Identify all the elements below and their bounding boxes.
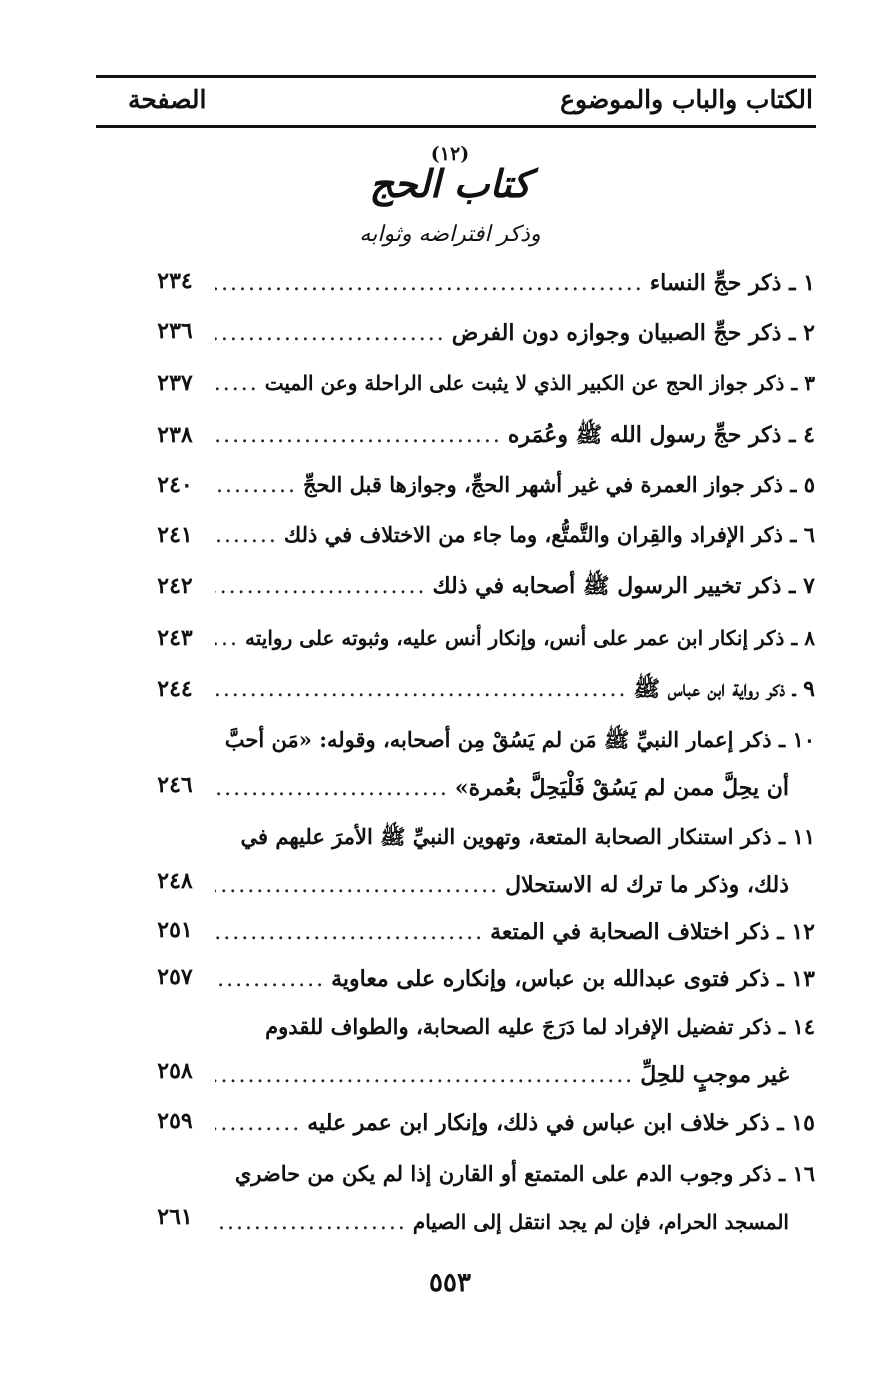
entry-text: ١٢ ـ ذكر اختلاف الصحابة في المتعة — [490, 919, 815, 945]
entry-text: ١٦ ـ ذكر وجوب الدم على المتمتع أو القارن إذا لم يكن من حاضري — [234, 1161, 815, 1186]
entry-text: ٥ ـ ذكر جواز العمرة في غير أشهر الحجِّ، وجوازها قبل الحجِّ — [303, 472, 815, 497]
leader-dots — [215, 572, 426, 602]
leader-dots — [215, 1208, 407, 1238]
toc-entry — [215, 318, 815, 349]
entry-page-number: ٢٣٤ — [157, 268, 193, 294]
toc-entry — [215, 964, 815, 995]
toc-entry — [215, 1108, 815, 1139]
entry-text: ١٠ ـ ذكر إعمار النبيِّ ﷺ مَن لم يَسُقْ مِن أصحابه، وقوله: «مَن أحبَّ — [224, 727, 815, 752]
entry-text-continued: المسجد الحرام، فإن لم يجد انتقل إلى الصيام — [412, 1210, 789, 1234]
toc-entry — [215, 1012, 815, 1091]
entry-page-number: ٢٥١ — [157, 917, 193, 943]
leader-dots — [215, 624, 239, 654]
entry-page-number: ٢٤٢ — [157, 573, 193, 599]
entry-text: ١٤ ـ ذكر تفضيل الإفراد لما دَرَجَ عليه الصحابة، والطواف للقدوم — [265, 1014, 815, 1039]
entry-page-number: ٢٤٨ — [157, 868, 193, 894]
toc-entry — [215, 1159, 815, 1238]
header-page-label: الصفحة — [128, 85, 207, 114]
toc-entry — [215, 674, 815, 705]
leader-dots — [215, 675, 628, 705]
leader-dots — [215, 1061, 634, 1091]
entry-text: ٤ ـ ذكر حجِّ رسول الله ﷺ وعُمَره — [507, 422, 815, 448]
leader-dots — [215, 965, 325, 995]
toc-entry — [215, 917, 815, 948]
leader-dots — [215, 918, 484, 948]
book-subtitle: وذكر افتراضه وثوابه — [359, 222, 541, 247]
leader-dots — [215, 319, 446, 349]
toc-entry — [215, 520, 815, 551]
entry-page-number: ٢٤١ — [157, 522, 193, 548]
entry-page-number: ٢٤٠ — [157, 472, 193, 498]
entry-page-number: ٢٣٦ — [157, 318, 193, 344]
entry-text: ١٣ ـ ذكر فتوى عبدالله بن عباس، وإنكاره على معاوية — [331, 966, 815, 992]
entry-page-number: ٢٥٨ — [157, 1058, 193, 1084]
entry-page-number: ٢٣٨ — [157, 422, 193, 448]
toc-entry — [215, 822, 815, 901]
entry-page-number: ٢٤٦ — [157, 772, 193, 798]
entry-page-number: ٢٥٩ — [157, 1108, 193, 1134]
toc-entry — [215, 725, 815, 804]
entry-text: ٣ ـ ذكر جواز الحج عن الكبير الذي لا يثبت على الراحلة وعن الميت — [264, 371, 815, 395]
entry-page-number: ٢٤٤ — [157, 676, 193, 702]
toc-entry — [215, 368, 815, 399]
entry-page-number: ٢٥٧ — [157, 964, 193, 990]
entry-page-number: ٢٦١ — [157, 1204, 193, 1230]
toc-entry — [215, 268, 815, 299]
header-title: الكتاب والباب والموضوع — [560, 85, 813, 114]
leader-dots — [215, 521, 278, 551]
header-bottom-rule — [96, 125, 816, 128]
leader-dots — [215, 269, 644, 299]
entry-text: ٧ ـ ذكر تخيير الرسول ﷺ أصحابه في ذلك — [432, 573, 815, 599]
entry-page-number: ٢٣٧ — [157, 370, 193, 396]
book-title: كتاب الحج — [369, 161, 531, 206]
leader-dots — [215, 774, 449, 804]
page-number-footer: ٥٥٣ — [429, 1268, 471, 1298]
entry-text: ٦ ـ ذكر الإفراد والقِران والتَّمتُّع، وما جاء من الاختلاف في ذلك — [283, 522, 815, 547]
entry-text-continued: غير موجبٍ للحِلِّ — [640, 1062, 789, 1088]
entry-text: ٨ ـ ذكر إنكار ابن عمر على أنس، وإنكار أنس عليه، وثبوته على روايته — [245, 626, 815, 650]
leader-dots — [215, 471, 297, 501]
toc-entry — [215, 571, 815, 602]
leader-dots — [215, 421, 502, 451]
toc-entry — [215, 623, 815, 654]
book-number: (١٢) — [430, 143, 470, 165]
leader-dots — [215, 1109, 301, 1139]
entry-page-number: ٢٤٣ — [157, 625, 193, 651]
entry-text: ١١ ـ ذكر استنكار الصحابة المتعة، وتهوين النبيِّ ﷺ الأمرَ عليهم في — [240, 824, 815, 849]
entry-text: ٢ ـ ذكر حجِّ الصبيان وجوازه دون الفرض — [451, 320, 815, 346]
entry-text: ٩ ـ ذكر رواية ابن عباس ﷺ — [633, 676, 815, 702]
entry-text-continued: ذلك، وذكر ما ترك له الاستحلال — [505, 872, 789, 898]
toc-entry — [215, 420, 815, 451]
leader-dots — [215, 871, 499, 901]
header-top-rule — [96, 75, 816, 78]
entry-text: ١ ـ ذكر حجِّ النساء — [649, 270, 815, 296]
entry-text: ١٥ ـ ذكر خلاف ابن عباس في ذلك، وإنكار ابن عمر عليه — [307, 1110, 815, 1136]
toc-entry — [215, 470, 815, 501]
leader-dots — [215, 369, 259, 399]
entry-text-continued: أن يحِلَّ ممن لم يَسُقْ فَلْيَحِلَّ بعُمرة» — [454, 775, 789, 801]
